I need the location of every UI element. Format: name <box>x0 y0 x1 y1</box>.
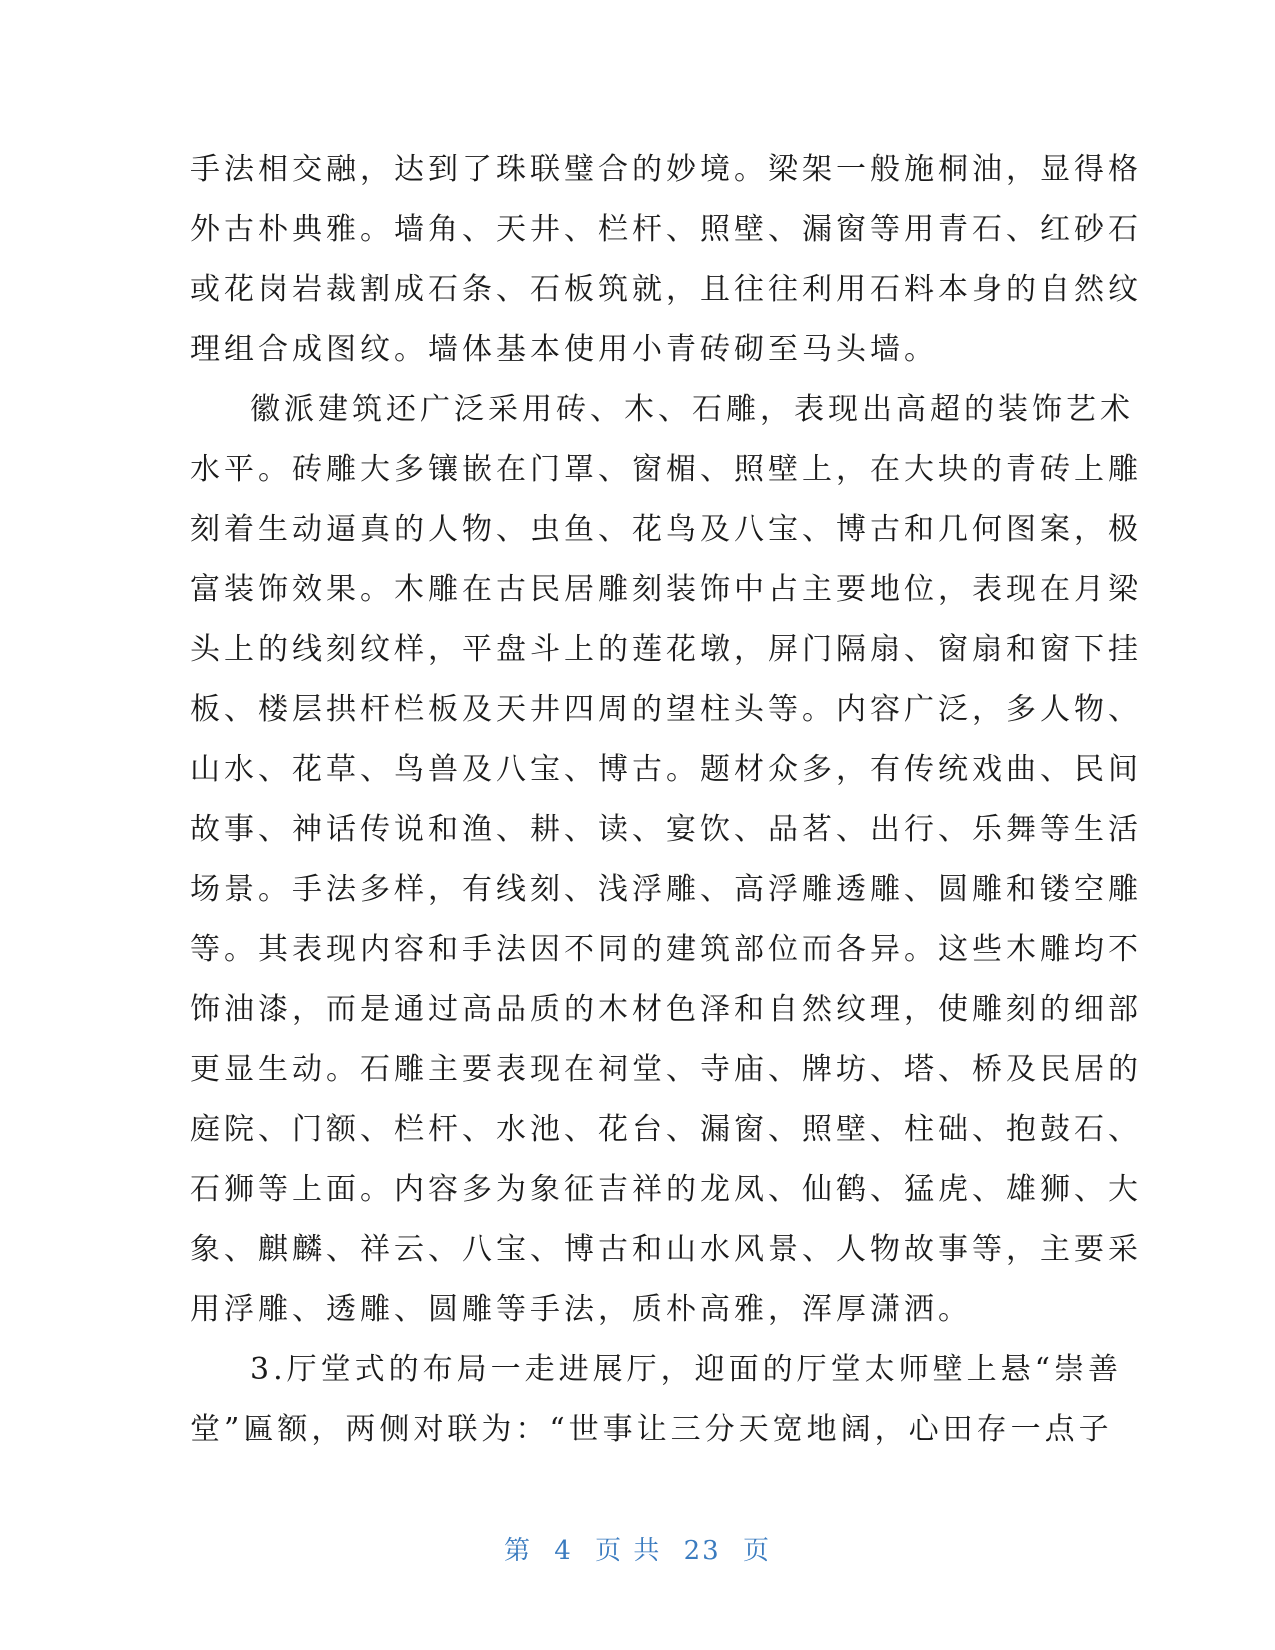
text-line: 堂”匾额，两侧对联为：“世事让三分天宽地阔，心田存一点子 <box>190 1412 1113 1447</box>
footer-middle: 页 共 <box>595 1536 662 1566</box>
paragraph-start-line: 徽派建筑还广泛采用砖、木、石雕，表现出高超的装饰艺术 <box>250 392 1134 427</box>
paragraph-start-line: 3.厅堂式的布局一走进展厅，迎面的厅堂太师壁上悬“崇善 <box>250 1352 1122 1387</box>
footer-suffix: 页 <box>742 1536 771 1566</box>
footer-prefix: 第 <box>504 1536 533 1566</box>
text-line: 板、楼层拱杆栏板及天井四周的望柱头等。内容广泛，多人物、 <box>190 692 1142 727</box>
text-line: 手法相交融，达到了珠联璧合的妙境。梁架一般施桐油，显得格 <box>190 152 1142 187</box>
text-line: 头上的线刻纹样，平盘斗上的莲花墩，屏门隔扇、窗扇和窗下挂 <box>190 632 1142 667</box>
text-line: 用浮雕、透雕、圆雕等手法，质朴高雅，浑厚潇洒。 <box>190 1292 972 1327</box>
page-number-footer <box>0 1530 1275 1567</box>
text-line: 石狮等上面。内容多为象征吉祥的龙凤、仙鹤、猛虎、雄狮、大 <box>190 1172 1142 1207</box>
text-line: 外古朴典雅。墙角、天井、栏杆、照壁、漏窗等用青石、红砂石 <box>190 212 1142 247</box>
text-line: 故事、神话传说和渔、耕、读、宴饮、品茗、出行、乐舞等生活 <box>190 812 1142 847</box>
text-line: 水平。砖雕大多镶嵌在门罩、窗楣、照壁上，在大块的青砖上雕 <box>190 452 1142 487</box>
current-page-number: 4 <box>554 1536 573 1566</box>
text-line: 场景。手法多样，有线刻、浅浮雕、高浮雕透雕、圆雕和镂空雕 <box>190 872 1142 907</box>
text-line: 饰油漆，而是通过高品质的木材色泽和自然纹理，使雕刻的细部 <box>190 992 1142 1027</box>
text-line: 庭院、门额、栏杆、水池、花台、漏窗、照壁、柱础、抱鼓石、 <box>190 1112 1142 1147</box>
text-line: 山水、花草、鸟兽及八宝、博古。题材众多，有传统戏曲、民间 <box>190 752 1142 787</box>
text-line: 刻着生动逼真的人物、虫鱼、花鸟及八宝、博古和几何图案，极 <box>190 512 1142 547</box>
text-line: 象、麒麟、祥云、八宝、博古和山水风景、人物故事等，主要采 <box>190 1232 1142 1267</box>
text-line: 富装饰效果。木雕在古民居雕刻装饰中占主要地位，表现在月梁 <box>190 572 1142 607</box>
total-pages-number: 23 <box>683 1536 721 1566</box>
text-line: 等。其表现内容和手法因不同的建筑部位而各异。这些木雕均不 <box>190 932 1142 967</box>
text-line: 或花岗岩裁割成石条、石板筑就，且往往利用石料本身的自然纹 <box>190 272 1142 307</box>
text-line: 理组合成图纹。墙体基本使用小青砖砌至马头墙。 <box>190 332 938 367</box>
text-line: 更显生动。石雕主要表现在祠堂、寺庙、牌坊、塔、桥及民居的 <box>190 1052 1142 1087</box>
document-body <box>190 140 1142 1460</box>
